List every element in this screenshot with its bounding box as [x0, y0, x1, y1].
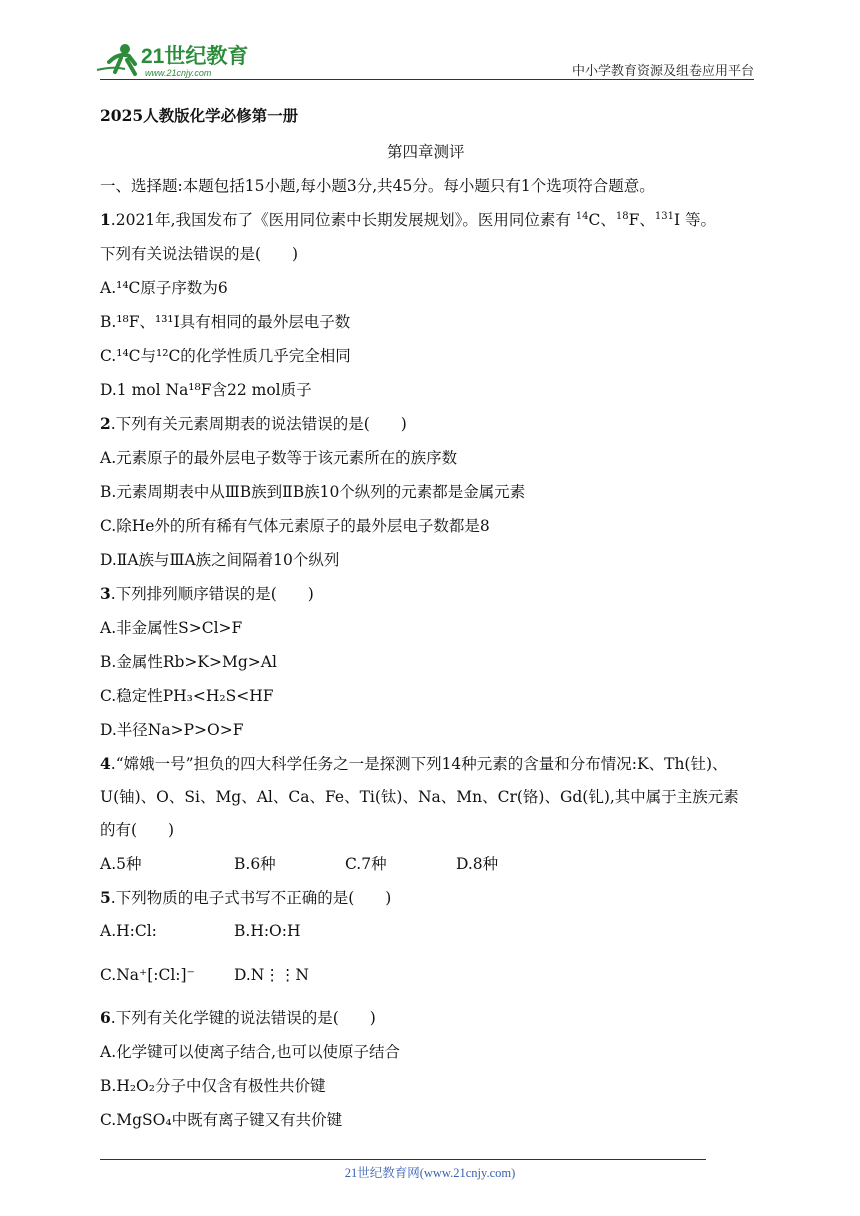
q2-stem-text: .下列有关元素周期表的说法错误的是( ): [110, 415, 407, 433]
q4-number: 4: [100, 754, 111, 773]
q4-stem: [100, 752, 728, 774]
q3-stem: [100, 582, 314, 604]
footer-text: 21世纪教育网(www.21cnjy.com): [344, 1166, 516, 1180]
q2-option-c: C.除He外的所有稀有气体元素原子的最外层电子数都是8: [100, 517, 490, 535]
q5-option-c: C.Na⁺[:Cl:]⁻: [100, 966, 195, 984]
q3-option-c: C.稳定性PH₃<H₂S<HF: [100, 687, 274, 705]
footer-divider: [100, 1159, 706, 1160]
section-heading: 一、选择题:本题包括15小题,每小题3分,共45分。每小题只有1个选项符合题意。: [100, 177, 655, 195]
q6-option-c: C.MgSO₄中既有离子键又有共价键: [100, 1111, 343, 1129]
q5-option-b: B.H:O:H: [234, 922, 301, 940]
q1-stem-text: .2021年,我国发布了《医用同位素中长期发展规划》。医用同位素有: [110, 211, 571, 229]
logo-text: 21世纪教育: [141, 45, 249, 68]
q6-stem: [100, 1006, 376, 1028]
q1-number: 1: [100, 210, 111, 229]
q5-stem: [100, 886, 391, 908]
q2-stem: [100, 412, 407, 434]
q4-stem-line3: 的有( ): [100, 821, 175, 839]
logo-url: www.21cnjy.com: [145, 68, 212, 78]
q4-stem-line2: U(铀)、O、Si、Mg、Al、Ca、Fe、Ti(钛)、Na、Mn、Cr(铬)、Gd(钆),其中属于主族元素: [100, 788, 739, 806]
runner-head-icon: [120, 44, 130, 54]
q1-option-a: A.¹⁴C原子序数为6: [100, 279, 228, 297]
q6-option-a: A.化学键可以使离子结合,也可以使原子结合: [100, 1043, 401, 1061]
doc-title: 2025人教版化学必修第一册: [100, 106, 299, 125]
q3-option-b: B.金属性Rb>K>Mg>Al: [100, 653, 277, 671]
q6-option-b: B.H₂O₂分子中仅含有极性共价键: [100, 1077, 326, 1095]
q6-number: 6: [100, 1008, 111, 1027]
q2-number: 2: [100, 414, 111, 433]
q5-option-d: D.N⋮⋮N: [234, 966, 309, 984]
q4-option-a: A.5种: [100, 855, 142, 873]
site-logo: [95, 36, 270, 80]
q4-option-d: D.8种: [456, 855, 499, 873]
q1-stem: 1.2021年,我国发布了《医用同位素中长期发展规划》。医用同位素有 $^{14}$C、$^{18}$F、$^{131}$I 等。: [100, 210, 717, 229]
q1-option-b: B.¹⁸F、¹³¹I具有相同的最外层电子数: [100, 313, 351, 331]
q3-option-d: D.半径Na>P>O>F: [100, 721, 244, 739]
header-platform-text: 中小学教育资源及组卷应用平台: [571, 63, 754, 78]
q2-option-b: B.元素周期表中从ⅢB族到ⅡB族10个纵列的元素都是金属元素: [100, 483, 526, 501]
q6-stem-text: .下列有关化学键的说法错误的是( ): [110, 1009, 376, 1027]
q4-option-c: C.7种: [345, 855, 387, 873]
q5-option-a: A.H:Cl:: [100, 922, 157, 940]
q1-option-c: C.¹⁴C与¹²C的化学性质几乎完全相同: [100, 347, 351, 365]
q1-stem-line2: 下列有关说法错误的是( ): [100, 245, 299, 263]
q1-option-d: D.1 mol Na¹⁸F含22 mol质子: [100, 381, 312, 399]
q4-option-b: B.6种: [234, 855, 276, 873]
q3-number: 3: [100, 584, 111, 603]
q3-stem-text: .下列排列顺序错误的是( ): [110, 585, 314, 603]
q2-option-a: A.元素原子的最外层电子数等于该元素所在的族序数: [100, 449, 458, 467]
q2-option-d: D.ⅡA族与ⅢA族之间隔着10个纵列: [100, 551, 340, 569]
q3-option-a: A.非金属性S>Cl>F: [100, 619, 243, 637]
q5-number: 5: [100, 888, 111, 907]
chapter-title: 第四章测评: [387, 143, 465, 161]
q5-stem-text: .下列物质的电子式书写不正确的是( ): [110, 889, 392, 907]
q4-stem-text: .“嫦娥一号”担负的四大科学任务之一是探测下列14种元素的含量和分布情况:K、Th(钍)、: [110, 755, 728, 773]
header-divider: [100, 79, 754, 80]
